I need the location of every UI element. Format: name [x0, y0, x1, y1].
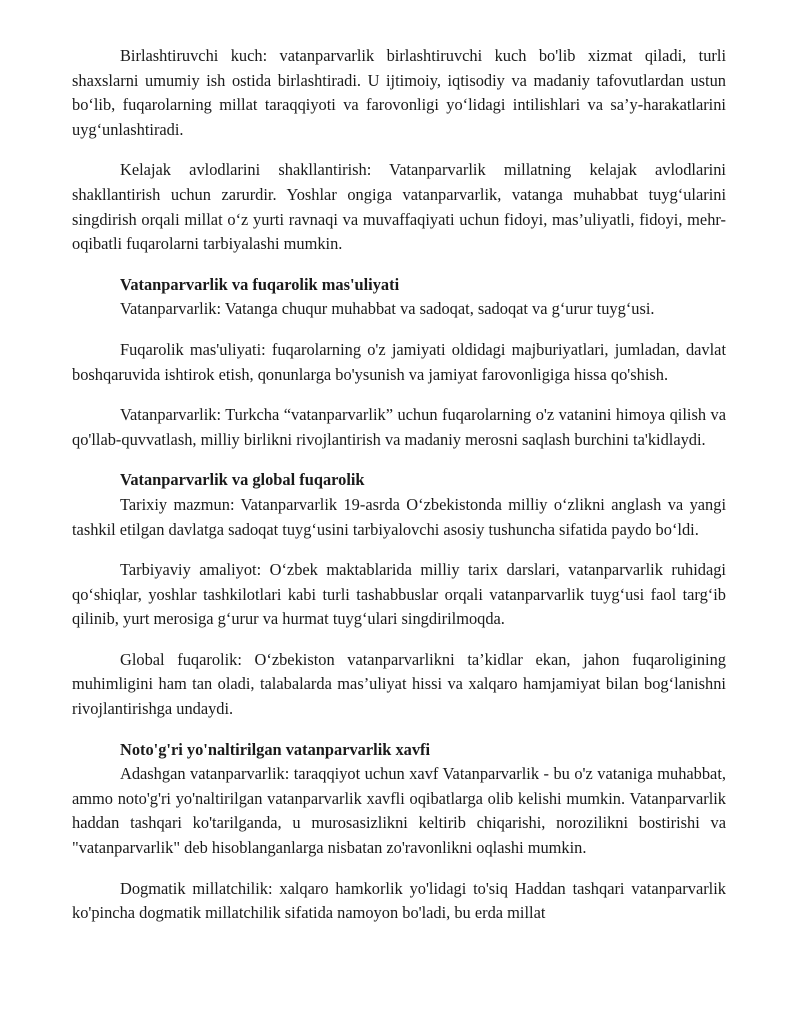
paragraph-educational-practice: Tarbiyaviy amaliyot: O‘zbek maktablarida milliy tarix darslari, vatanparvarlik ruhidagi qo‘shiqlar, yoshlar tashkilotlari kabi turli tashabbuslar orqali vatanparvarlik tuyg‘usi faol targ‘ib qilinib, yurt merosiga g‘urur va hurmat tuyg‘ulari singdirilmoqda. [72, 560, 726, 629]
paragraph-civic-responsibility: Fuqarolik mas'uliyati: fuqarolarning o'z jamiyati oldidagi majburiyatlari, jumladan, davlat boshqaruvida ishtirok etish, qonunlarga bo'ysunish va jamiyat farovonligiga hissa qo'shish. [72, 339, 726, 384]
heading-misguided-patriotism: Noto'g'ri yo'naltirilgan vatanparvarlik xavfi [120, 739, 431, 759]
heading-patriotism-global-citizenship: Vatanparvarlik va global fuqarolik [120, 470, 365, 490]
paragraph-misguided-patriotism: Adashgan vatanparvarlik: taraqqiyot uchun xavf Vatanparvarlik - bu o'z vataniga muhabbat, ammo noto'g'ri yo'naltirilgan vatanparvarlik xavfli oqibatlarga olib kelishi mumkin. Vatanparvarlik haddan tashqari ko'tarilganda, u murosasizlikni keltirib chiqarishi, norozilikni bostirishi va "vatanparvarlik" deb hisoblanganlarga nisbatan zo'ravonlikni oqlashi mumkin. [72, 764, 726, 858]
paragraph-patriotism-turkic: Vatanparvarlik: Turkcha “vatanparvarlik” uchun fuqarolarning o'z vatanini himoya qilish va qo'llab-quvvatlash, milliy birlikni rivojlantirish va madaniy merosni saqlash burchini ta'kidlaydi. [72, 405, 726, 449]
paragraph-future-generations: Kelajak avlodlarini shakllantirish: Vatanparvarlik millatning kelajak avlodlarini shakllantirish uchun zarurdir. Yoshlar ongiga vatanparvarlik, vatanga muhabbat tuyg‘ularini singdirish orqali millat o‘z yurti ravnaqi va muvaffaqiyati uchun fidoyi, mas’uliyatli, fidoyi, mehr-oqibatli fuqarolarni tarbiyalashi mumkin. [72, 160, 726, 254]
paragraph-dogmatic-nationalism: Dogmatik millatchilik: xalqaro hamkorlik yo'lidagi to'siq Haddan tashqari vatanparvarlik ko'pincha dogmatik millatchilik sifatida namoyon bo'ladi, bu erda millat [72, 878, 726, 923]
paragraph-historical-context: Tarixiy mazmun: Vatanparvarlik 19-asrda O‘zbekistonda milliy o‘zlikni anglash va yangi tashkil etilgan davlatga sadoqat tuyg‘usini tarbiyalovchi asosiy tushuncha sifatida paydo bo‘ldi. [72, 494, 726, 539]
paragraph-unifying-force: Birlashtiruvchi kuch: vatanparvarlik birlashtiruvchi kuch bo'lib xizmat qiladi, turli shaxslarni umumiy ish ostida birlashtiradi. U ijtimoiy, iqtisodiy va madaniy tafovutlardan ustun bo‘lib, fuqarolarning millat taraqqiyoti va farovonligi yo‘lidagi intilishlari va sa’y-harakatlarini uyg‘unlashtiradi. [72, 46, 726, 139]
paragraph-global-citizenship: Global fuqarolik: O‘zbekiston vatanparvarlikni ta’kidlar ekan, jahon fuqaroligining muhimligini ham tan oladi, talabalarda mas’uliyat hissi va xalqaro hamjamiyat bilan bog‘lanishni rivojlantirishga undaydi. [72, 649, 726, 719]
document-page [72, 44, 726, 926]
paragraph-patriotism-definition: Vatanparvarlik: Vatanga chuqur muhabbat va sadoqat, sadoqat va g‘urur tuyg‘usi. [120, 299, 655, 319]
heading-patriotism-civic-responsibility: Vatanparvarlik va fuqarolik mas'uliyati [120, 274, 400, 294]
